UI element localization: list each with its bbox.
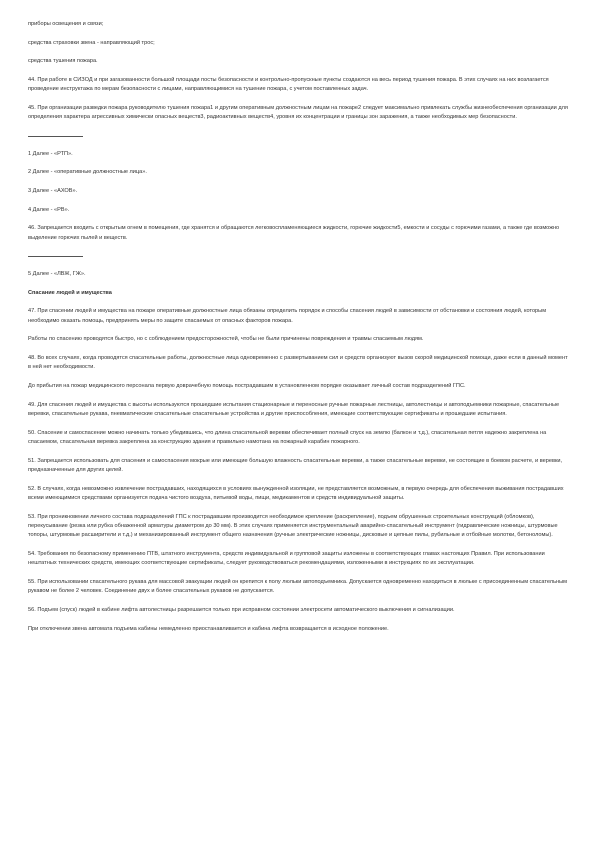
list-item-lighting: приборы освещения и связи; xyxy=(28,21,104,27)
paragraph-54: 54. Требования по безопасному применению ПТВ, штатного инструмента, средств индивидуальной и групповой защиты изложены в соответствующих главах настоящих Правил. При использовании нештатных технических средств, имеющих соответствующие сертификаты, следует руководствоваться рекомендациями, изложенными в инструкциях по их эксплуатации. xyxy=(28,550,545,567)
section-heading: Спасание людей и имущества xyxy=(28,289,112,296)
paragraph-49: 49. Для спасения людей и имущества с высоты используются прошедшие испытания стационарные и переносные ручные пожарные лестницы, автолестницы и автоподъемники пожарные, спасательные веревки, спасательные рукава, пневматические спасательные спасательные устройства и другие приспособления, имеющие соответствующие сертификаты и прошедшие испытания. xyxy=(28,401,560,417)
footnote-divider xyxy=(28,256,83,257)
paragraph-56: 56. Подъем (спуск) людей в кабине лифта автолестницы разрешается только при исправном состоянии электросети автоматического выключения и сигнализации. xyxy=(28,606,455,613)
paragraph-51: 51. Запрещается использовать для спасения и самоспасения мокрые или имеющие большую влажность спасательные веревки, а также спасательные веревки, не состоящие в боевом расчете, и веревки, предназначенные для других целей. xyxy=(28,457,563,473)
paragraph-47: 47. При спасении людей и имущества на пожаре оперативные должностные лица обязаны определить порядок и способы спасения людей в зависимости от обстановки и состояния людей, которым необходимо оказать помощь, предпринять меры по защите спасаемых от опасных факторов пожара. xyxy=(28,308,547,324)
list-item-extinguishing: средства тушения пожара. xyxy=(28,58,98,65)
list-item-safety-rope: средства страховки звена - направляющий трос; xyxy=(28,39,155,46)
paragraph-45: 45. При организации разведки пожара руководителю тушения пожара1 и другим оперативным должностным лицам на пожаре2 следует максимально привлекать службы жизнеобеспечения организации для определения характера агрессивных химически опасных веществ3, радиоактивных веществ4, уровня их концентрации и границы зон заражения, а также необходимых мер безопасности. xyxy=(28,105,568,121)
paragraph-48: 48. Во всех случаях, когда проводятся спасательные работы, должностные лица одновременно с развертыванием сил и средств организуют вызов скорой медицинской помощи, даже если в данный момент в ней нет необходимости. xyxy=(28,355,568,371)
paragraph-50: 50. Спасение и самоспасение можно начинать только убедившись, что длина спасательной веревки обеспечивает полный спуск на землю (балкон и т.д.), спасательная петля надежно закреплена на спасаемом, спасательная веревка закреплена за конструкцию здания и правильно намотана на пожарный карабин пожарного. xyxy=(28,429,547,445)
footnote-1: 1 Далее - «РТП». xyxy=(28,150,73,157)
footnote-2: 2 Далее - «оперативные должностные лица». xyxy=(28,169,147,176)
paragraph-55: 55. При использовании спасательного рукава для массовой эвакуации людей он крепится к полу люльки автоподъемника. Допускается одновременно находиться в люльке с присоединенным спасательным рукавом не более 2 человек. Соединение двух и более спасательных рукавов не допускается. xyxy=(28,578,567,595)
paragraph-46: 46. Запрещается входить с открытым огнем в помещения, где хранятся и обращаются легковоспламеняющиеся жидкости, горючие жидкости5, емкости и сосуды с горючими газами, а также где возможно выделение горючих пылей и веществ. xyxy=(28,225,560,241)
footnote-4: 4 Далее - «РВ». xyxy=(28,206,70,213)
footnote-divider xyxy=(28,136,83,137)
paragraph-52: 52. В случаях, когда невозможно извлечение пострадавших, находящихся в условиях вынужденной изоляции, не представляется возможным, в первую очередь для обеспечения выживания пострадавших всеми имеющимися средствами организуется подача чистого воздуха, питьевой воды, пищи, медикаментов и средств индивидуальной защиты. xyxy=(28,485,564,501)
footnote-5: 5 Далее - «ЛВЖ, ГЖ». xyxy=(28,270,86,277)
document-page xyxy=(28,20,568,643)
footnote-3: 3 Далее - «АХОВ». xyxy=(28,188,78,195)
paragraph-47-note: Работы по спасению проводятся быстро, но с соблюдением предосторожностей, чтобы не были причинены повреждения и травмы спасаемым людям. xyxy=(28,336,424,343)
paragraph-48-note: До прибытия на пожар медицинского персонала первую доврачебную помощь пострадавшим в установленном порядке оказывает личный состав подразделений ГПС. xyxy=(28,383,466,390)
paragraph-56-note: При отключении звена автомата подъема кабины немедленно приостанавливается и кабина лифта возвращается в исходное положение. xyxy=(28,625,389,632)
paragraph-44: 44. При работе в СИЗОД и при загазованности большой площади посты безопасности и контрольно-пропускные пункты создаются на весь период тушения пожара. В этих случаях на них возлагается проведение инструктажа по мерам безопасности с лицами, направляющимися на тушение пожара, с учетом поставленных задач. xyxy=(28,77,549,93)
paragraph-53: 53. При проникновении личного состава подразделений ГПС к пострадавшим производится необходимое крепление (раскрепление), подъем обрушенных строительных конструкций (обломков), перекусывание (резка или рубка обнаженной арматуры диаметром до 30 мм). В этих случаях применяется инструментальный аварийно-спасательный инструмент (гидравлические ножницы, штурмовые топоры, штурмовые расширители и т.д.) и механизированный инструмент общего назначения (ручные электрические ножницы, дисковые и цепные пилы, рубильные и отбойные молотки, бетоноломы). xyxy=(28,513,558,539)
